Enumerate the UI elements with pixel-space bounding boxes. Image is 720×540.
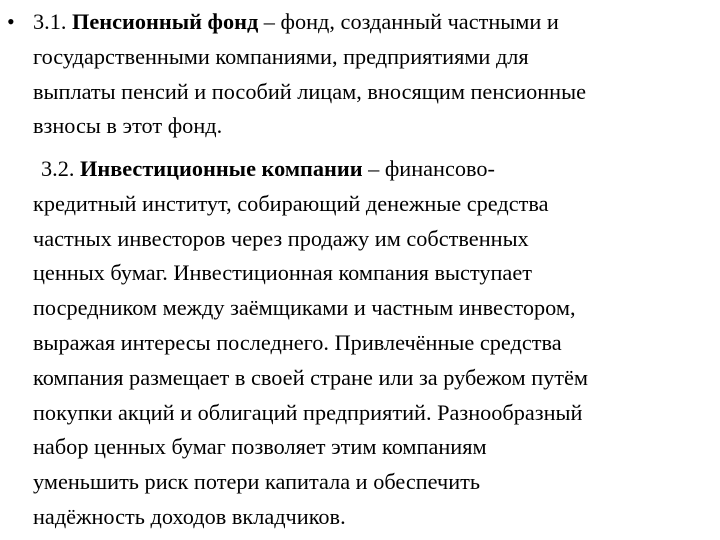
paragraph-line: взносы в этот фонд.	[33, 113, 223, 139]
definition-text: – финансово-	[362, 156, 495, 181]
paragraph-line: посредником между заёмщиками и частным инвестором,	[33, 295, 576, 321]
definition-text: – фонд, созданный частными и	[258, 9, 559, 34]
paragraph-line: набор ценных бумаг позволяет этим компаниям	[33, 434, 487, 460]
term-investment-companies: Инвестиционные компании	[80, 156, 363, 181]
paragraph-line	[33, 152, 588, 187]
term-pension-fund: Пенсионный фонд	[72, 9, 259, 34]
paragraph-line: выплаты пенсий и пособий лицам, вносящим пенсионные	[33, 78, 586, 104]
paragraph-line: кредитный институт, собирающий денежные средства	[33, 190, 549, 216]
paragraph-investment-companies	[33, 152, 588, 535]
paragraph-line: покупки акций и облигаций предприятий. Разнообразный	[33, 399, 583, 425]
paragraph-line: ценных бумаг. Инвестиционная компания выступает	[33, 260, 532, 286]
paragraph-line: государственными компаниями, предприятиями для	[33, 43, 529, 69]
paragraph-line: надёжность доходов вкладчиков.	[33, 503, 346, 529]
paragraph-line: выражая интересы последнего. Привлечённые средства	[33, 329, 562, 355]
paragraph-line: компания размещает в своей стране или за рубежом путём	[33, 364, 589, 390]
section-number: 3.1.	[33, 9, 73, 34]
section-number: 3.2.	[41, 156, 81, 181]
paragraph-pension-fund	[33, 5, 586, 144]
paragraph-line: уменьшить риск потери капитала и обеспечить	[33, 469, 481, 495]
paragraph-line	[33, 5, 586, 40]
paragraph-line: частных инвесторов через продажу им собственных	[33, 225, 529, 251]
bullet-icon: •	[7, 9, 15, 34]
